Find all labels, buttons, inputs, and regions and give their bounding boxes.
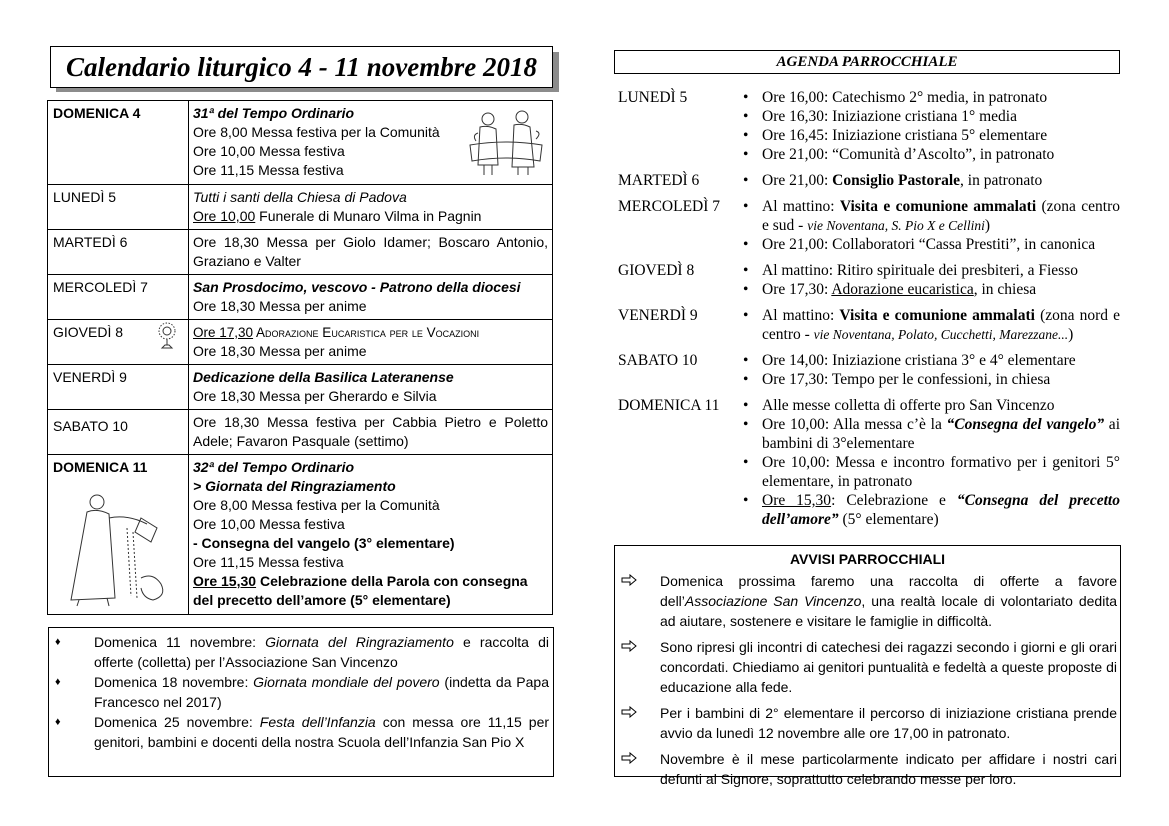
diamond-bullet-icon: ♦ bbox=[55, 676, 61, 688]
agenda-title: AGENDA PARROCCHIALE bbox=[614, 50, 1120, 74]
calendar-title: Calendario liturgico 4 - 11 novembre 2018 bbox=[50, 46, 553, 88]
day-cell: VENERDÌ 9 bbox=[48, 365, 189, 410]
table-row bbox=[48, 101, 553, 185]
diamond-bullet-icon: ♦ bbox=[55, 716, 61, 728]
agenda-day: DOMENICA 11 • Alle messe colletta di offerte pro San Vincenzo • Ore 10,00: Alla messa c’è la “Consegna del vangelo” ai bambini di 3°elementare • Ore 10,00: Messa e incontro formativo per i genitori 5° elementare, in patronato • Ore 15,30: Celebrazione e “Consegna del precetto dell’amore” (5° elementare) bbox=[618, 396, 1120, 529]
diamond-bullet-icon: ♦ bbox=[55, 636, 61, 648]
arrow-bullet-icon bbox=[621, 640, 637, 652]
day-cell: SABATO 10 bbox=[48, 410, 189, 455]
list-item: ♦ Domenica 11 novembre: Giornata del Ringraziamento e raccolta di offerte (colletta) per l’Associazione San Vincenzo bbox=[55, 634, 549, 670]
table-row bbox=[48, 230, 553, 275]
events-cell: Dedicazione della Basilica Lateranense Ore 18,30 Messa per Gherardo e Silvia bbox=[189, 365, 553, 410]
table-row bbox=[48, 275, 553, 320]
list-item: Domenica prossima faremo una raccolta di offerte a favore dell’Associazione San Vincenzo, una realtà locale di volontariato dedita ad aiutare, sostenere e visitare le famiglie in difficoltà. bbox=[615, 571, 1120, 631]
table-row bbox=[48, 320, 553, 365]
apostles-illustration bbox=[466, 105, 546, 177]
agenda-day: SABATO 10 • Ore 14,00: Iniziazione cristiana 3° e 4° elementare • Ore 17,30: Tempo per le confessioni, in chiesa bbox=[618, 351, 1120, 389]
arrow-bullet-icon bbox=[621, 752, 637, 764]
avvisi-box bbox=[614, 545, 1121, 787]
list-item: Novembre è il mese particolarmente indicato per affidare i nostri cari defunti al Signore, soprattutto celebrando messe per loro. bbox=[615, 749, 1120, 789]
events-cell: Ore 18,30 Messa festiva per Cabbia Pietro e Poletto Adele; Favaron Pasquale (settimo) bbox=[189, 410, 553, 455]
day-cell: LUNEDÌ 5 bbox=[48, 185, 189, 230]
events-notes-box bbox=[48, 627, 554, 777]
table-row bbox=[48, 455, 553, 615]
agenda-day: VENERDÌ 9 • Al mattino: Visita e comunione ammalati (zona nord e centro - vie Noventana, Polato, Cucchetti, Marezzane...) bbox=[618, 306, 1120, 344]
agenda-day: MARTEDÌ 6 • Ore 21,00: Consiglio Pastorale, in patronato bbox=[618, 171, 1120, 190]
day-cell: MARTEDÌ 6 bbox=[48, 230, 189, 275]
day-cell: DOMENICA 11 bbox=[48, 455, 189, 615]
list-item: Sono ripresi gli incontri di catechesi dei ragazzi secondo i giorni e gli orari concordati. Chiediamo ai genitori puntualità e fedeltà a queste proposte di educazione alla fede. bbox=[615, 637, 1120, 697]
avvisi-title: AVVISI PARROCCHIALI bbox=[789, 551, 946, 567]
day-cell: MERCOLEDÌ 7 bbox=[48, 275, 189, 320]
agenda-list bbox=[618, 88, 1120, 536]
list-item: Per i bambini di 2° elementare il percorso di iniziazione cristiana prende avvio da lunedì 12 novembre alle ore 17,00 in patronato. bbox=[615, 703, 1120, 743]
events-cell: Ore 17,30 Adorazione Eucaristica per le Vocazioni Ore 18,30 Messa per anime bbox=[189, 320, 553, 365]
events-cell: 31ª del Tempo Ordinario Ore 8,00 Messa festiva per la Comunità Ore 10,00 Messa festiva Ore 11,15 Messa festiva bbox=[189, 101, 553, 185]
arrow-bullet-icon bbox=[621, 574, 637, 586]
table-row bbox=[48, 365, 553, 410]
agenda-day: GIOVEDÌ 8 • Al mattino: Ritiro spirituale dei presbiteri, a Fiesso • Ore 17,30: Adorazione eucaristica, in chiesa bbox=[618, 261, 1120, 299]
day-cell: DOMENICA 4 bbox=[48, 101, 189, 185]
table-row bbox=[48, 410, 553, 455]
agenda-day: LUNEDÌ 5 • Ore 16,00: Catechismo 2° media, in patronato • Ore 16,30: Iniziazione cristiana 1° media • Ore 16,45: Iniziazione cristiana 5° elementare • Ore 21,00: “Comunità d’Ascolto”, in patronato bbox=[618, 88, 1120, 164]
monstrance-icon bbox=[156, 321, 178, 349]
events-cell: 32ª del Tempo Ordinario > Giornata del Ringraziamento Ore 8,00 Messa festiva per la Comunità Ore 10,00 Messa festiva - Consegna del vangelo (3° elementare) Ore 11,15 Messa festiva Ore 15,30 Celebrazione della Parola con consegna del precetto dell’amore (5° elementare) bbox=[189, 455, 553, 615]
table-row bbox=[48, 185, 553, 230]
arrow-bullet-icon bbox=[621, 706, 637, 718]
priest-illustration bbox=[57, 488, 175, 608]
events-cell: San Prosdocimo, vescovo - Patrono della diocesi Ore 18,30 Messa per anime bbox=[189, 275, 553, 320]
list-item: ♦ Domenica 25 novembre: Festa dell’Infanzia con messa ore 11,15 per genitori, bambini e docenti della nostra Scuola dell’Infanzia San Pio X bbox=[55, 714, 550, 750]
events-cell: Ore 18,30 Messa per Giolo Idamer; Boscaro Antonio, Graziano e Valter bbox=[189, 230, 553, 275]
agenda-day: MERCOLEDÌ 7 • Al mattino: Visita e comunione ammalati (zona centro e sud - vie Noventana, S. Pio X e Cellini) • Ore 21,00: Collaboratori “Cassa Prestiti”, in canonica bbox=[618, 197, 1120, 254]
events-cell: Tutti i santi della Chiesa di Padova Ore 10,00 Funerale di Munaro Vilma in Pagnin bbox=[189, 185, 553, 230]
list-item: ♦ Domenica 18 novembre: Giornata mondiale del povero (indetta da Papa Francesco nel 2017) bbox=[55, 674, 549, 710]
day-cell: GIOVEDÌ 8 bbox=[48, 320, 189, 365]
calendar-table bbox=[47, 100, 553, 615]
